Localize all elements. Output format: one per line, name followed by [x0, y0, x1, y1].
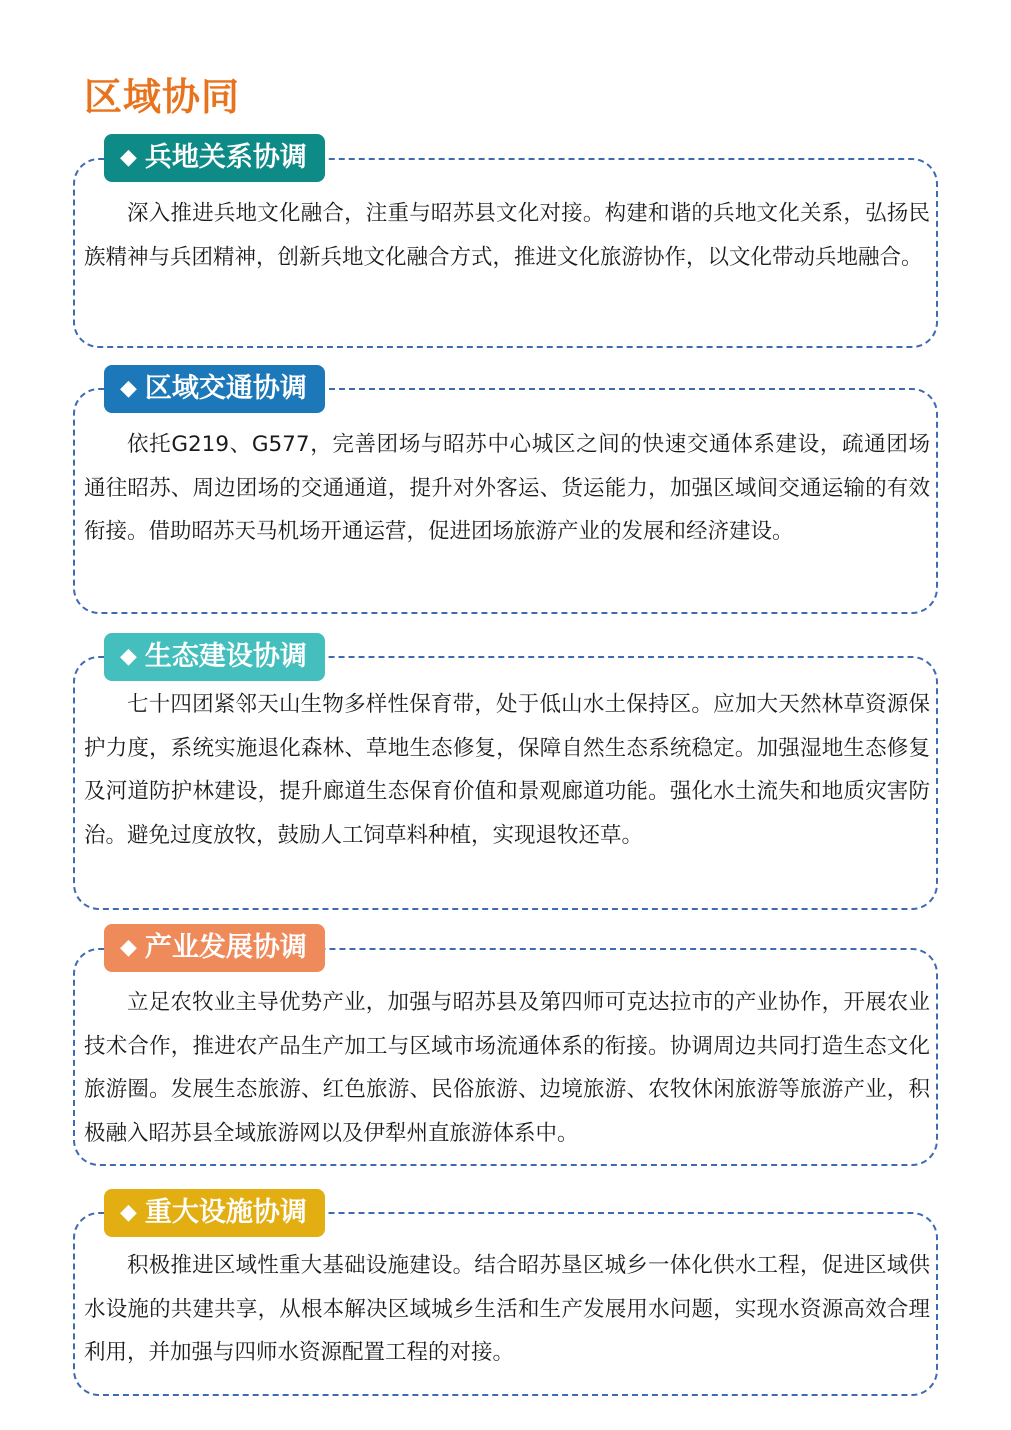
page-title: 区域协同: [84, 75, 241, 119]
diamond-icon: ◆: [120, 376, 137, 401]
section-title: 区域交通协调: [144, 373, 307, 404]
section-paragraph: 立足农牧业主导优势产业，加强与昭苏县及第四师可克达拉市的产业协作，开展农业技术合作，推进农产品生产加工与区域市场流通体系的衔接。协调周边共同打造生态文化旅游圈。发展生态旅游、红色旅游、民俗旅游、边境旅游、农牧休闲旅游等旅游产业，积极融入昭苏县全域旅游网以及伊犁州直旅游体系中。: [84, 990, 930, 1146]
section-title: 产业发展协调: [144, 932, 307, 963]
section-paragraph: 七十四团紧邻天山生物多样性保育带，处于低山水土保持区。应加大天然林草资源保护力度，系统实施退化森林、草地生态修复，保障自然生态系统稳定。加强湿地生态修复及河道防护林建设，提升廊道生态保育价值和景观廊道功能。强化水土流失和地质灾害防治。避免过度放牧，鼓励人工饲草料种植，实现退牧还草。: [84, 692, 930, 848]
diamond-icon: ◆: [120, 644, 137, 669]
diamond-icon: ◆: [120, 935, 137, 960]
section-title: 重大设施协调: [144, 1197, 307, 1228]
section-paragraph: 深入推进兵地文化融合，注重与昭苏县文化对接。构建和谐的兵地文化关系，弘扬民族精神与兵团精神，创新兵地文化融合方式，推进文化旅游协作，以文化带动兵地融合。: [84, 201, 930, 270]
section-title: 生态建设协调: [144, 641, 307, 672]
section-title-tag: [104, 924, 325, 972]
section-paragraph: 积极推进区域性重大基础设施建设。结合昭苏垦区城乡一体化供水工程，促进区域供水设施的共建共享，从根本解决区域城乡生活和生产发展用水问题，实现水资源高效合理利用，并加强与四师水资源配置工程的对接。: [84, 1253, 930, 1365]
diamond-icon: ◆: [120, 145, 137, 170]
section-title: 兵地关系协调: [144, 142, 307, 173]
section-title-tag: [104, 365, 325, 413]
section-title-tag: [104, 633, 325, 681]
section-paragraph: 依托G219、G577，完善团场与昭苏中心城区之间的快速交通体系建设，疏通团场通往昭苏、周边团场的交通通道，提升对外客运、货运能力，加强区域间交通运输的有效衔接。借助昭苏天马机场开通运营，促进团场旅游产业的发展和经济建设。: [84, 432, 930, 544]
section-title-tag: [104, 134, 325, 182]
section-title-tag: [104, 1189, 325, 1237]
diamond-icon: ◆: [120, 1200, 137, 1225]
